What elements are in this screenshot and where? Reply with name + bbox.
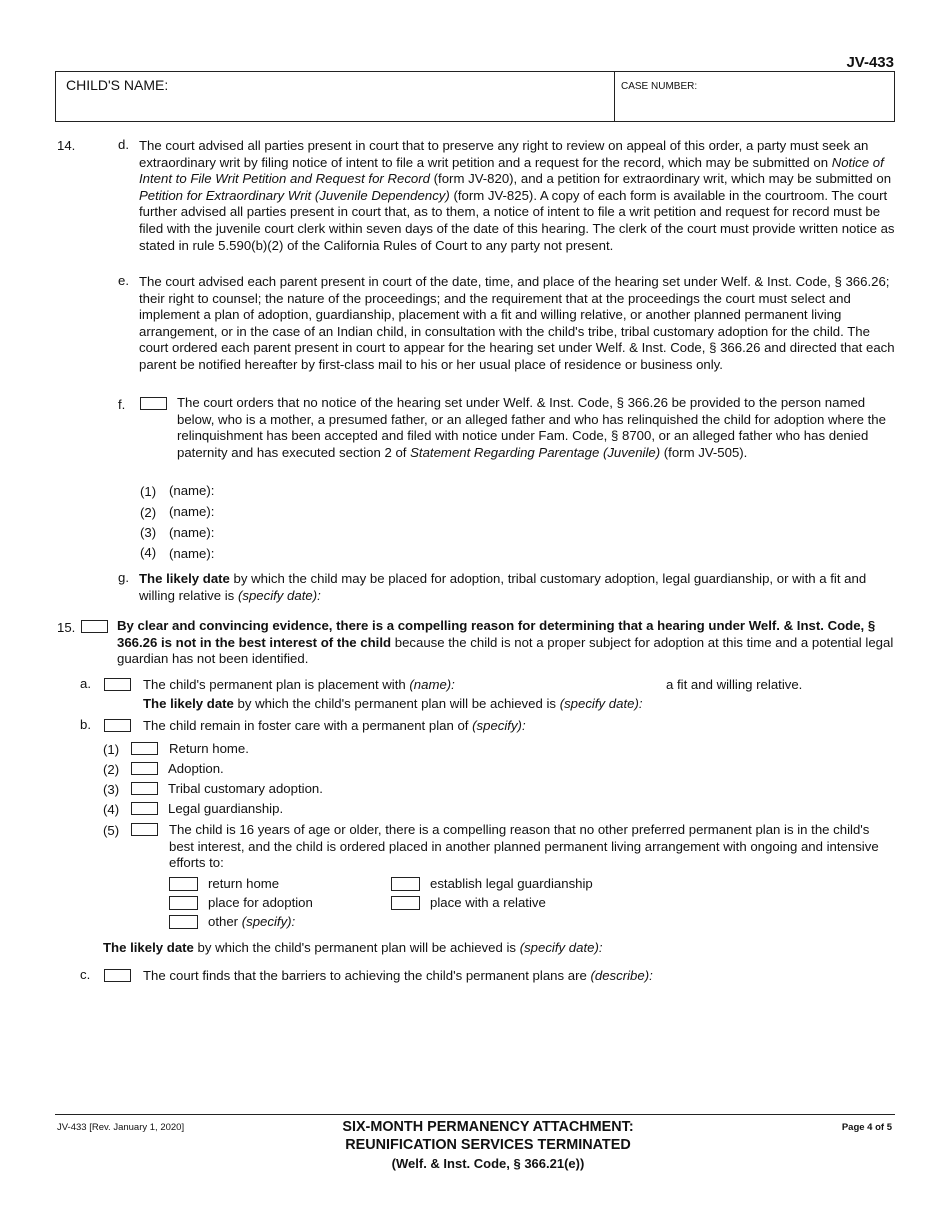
effort-return-home-label: return home [208, 876, 280, 891]
footer-page: Page 4 of 5 [841, 1122, 892, 1133]
item14e-letter: e. [118, 273, 129, 288]
item15a-text: The child's permanent plan is placement with (name): [143, 677, 455, 692]
effort-other-field[interactable] [310, 913, 610, 930]
child-name-label: CHILD'S NAME: [66, 77, 169, 93]
header-divider [614, 72, 615, 121]
item15b-opt5-checkbox[interactable] [131, 823, 158, 836]
effort-other-checkbox[interactable] [169, 915, 198, 929]
item14f-letter: f. [118, 397, 126, 412]
child-name-field[interactable] [186, 76, 606, 116]
item14f-name-3-field[interactable] [222, 524, 882, 541]
item15a-checkbox[interactable] [104, 678, 131, 691]
form-id: JV-433 [846, 54, 894, 71]
item14f-name-1-num: (1) [140, 484, 157, 499]
item15b-opt3-num: (3) [103, 782, 120, 797]
case-number-label: CASE NUMBER: [621, 81, 698, 92]
item15b-opt1-num: (1) [103, 742, 120, 757]
item15a-likely-date: The likely date by which the child's permanent plan will be achieved is (specify date): [143, 696, 643, 711]
effort-legal-guardianship-label: establish legal guardianship [430, 876, 593, 891]
item15b-opt4-checkbox[interactable] [131, 802, 158, 815]
item15a-name-field[interactable] [478, 675, 658, 692]
item15c-letter: c. [80, 967, 91, 982]
effort-place-adoption-label: place for adoption [208, 895, 313, 910]
effort-relative-checkbox[interactable] [391, 896, 420, 910]
item15a-relative-text: a fit and willing relative. [666, 677, 803, 692]
item15-checkbox[interactable] [81, 620, 108, 633]
item15b-opt5-num: (5) [103, 823, 120, 838]
effort-relative-label: place with a relative [430, 895, 546, 910]
item14f-name-1-field[interactable] [222, 482, 882, 499]
header-box [55, 71, 895, 122]
item14f-checkbox[interactable] [140, 397, 167, 410]
footer-rule [55, 1114, 895, 1115]
item14f-text: The court orders that no notice of the hearing set under Welf. & Inst. Code, § 366.26 be provided to the person named below, who is a mother, a presumed father, or an alleged father and who has relinquished the child for adoption where the relinquishment has been accepted and filed with notice under Fam. Code, § 8700, or an alleged father who has denied paternity and has executed section 2 of Statement Regarding Parentage (Juvenile) (form JV-505). [177, 395, 886, 460]
item15b-opt5-text: The child is 16 years of age or older, there is a compelling reason that no other preferred permanent plan is in the child's best interest, and the child is ordered placed in another planned permanent living arrangement with ongoing and intensive efforts to: [169, 822, 879, 871]
item15c-describe-field[interactable] [143, 988, 883, 1098]
item15b-text: The child remain in foster care with a permanent plan of (specify): [143, 718, 526, 733]
item15c-checkbox[interactable] [104, 969, 131, 982]
item15b-opt4-num: (4) [103, 802, 120, 817]
footer-title-2: REUNIFICATION SERVICES TERMINATED [345, 1137, 631, 1153]
item14-number: 14. [57, 138, 76, 153]
item15b-opt3-label: Tribal customary adoption. [168, 781, 323, 796]
item15a-letter: a. [80, 676, 91, 691]
effort-legal-guardianship-checkbox[interactable] [391, 877, 420, 891]
item14g-text: The likely date by which the child may be placed for adoption, tribal customary adoption, legal guardianship, or with a fit and willing relative is (specify date): [139, 571, 867, 603]
item15b-opt2-num: (2) [103, 762, 120, 777]
item14f-name-2-field[interactable] [222, 503, 882, 520]
item15b-opt1-label: Return home. [169, 741, 249, 756]
item15b-letter: b. [80, 717, 91, 732]
item14f-name-4-field[interactable] [222, 545, 882, 562]
item15c-text: The court finds that the barriers to achieving the child's permanent plans are (describe): [143, 968, 653, 983]
item15b-likely-date: The likely date by which the child's permanent plan will be achieved is (specify date): [103, 940, 603, 955]
effort-place-adoption-checkbox[interactable] [169, 896, 198, 910]
effort-return-home-checkbox[interactable] [169, 877, 198, 891]
item14d-letter: d. [118, 137, 129, 152]
item15-text: By clear and convincing evidence, there is a compelling reason for determining that a hearing under Welf. & Inst. Code, § 366.26 is not in the best interest of the child because the child is not a proper subject for adoption at this time and a potential legal guardian has not been identified. [117, 618, 894, 667]
item14f-name-4-label: (name): [169, 546, 215, 561]
item15b-checkbox[interactable] [104, 719, 131, 732]
item14f-name-2-num: (2) [140, 505, 157, 520]
item14f-name-4-num: (4) [140, 545, 157, 560]
item15b-opt2-label: Adoption. [168, 761, 224, 776]
item14f-name-3-num: (3) [140, 525, 157, 540]
item14d-text: The court advised all parties present in court that to preserve any right to review on appeal of this order, a party must seek an extraordinary writ by filing notice of intent to file a writ petition and a request for the record, which may be submitted on Notice of Intent to File Writ Petition and Request for Record (form JV-820), and a petition for extraordinary writ, which may be submitted on Petition for Extraordinary Writ (Juvenile Dependency) (form JV-825). A copy of each form is available in the courtroom. The court further advised all parties present in court that, as to them, a notice of intent to file a writ petition and request for record must be filed with the juvenile court clerk within seven days of the date of this hearing. The clerk of the court must provide written notice as stated in rule 5.590(b)(2) of the California Rules of Court to any party not present. [139, 138, 895, 253]
item15b-opt2-checkbox[interactable] [131, 762, 158, 775]
item15b-opt3-checkbox[interactable] [131, 782, 158, 795]
item14e-text: The court advised each parent present in court of the date, time, and place of the hearing set under Welf. & Inst. Code, § 366.26; their right to counsel; the nature of the proceedings; and the requirement that at the proceedings the court must select and implement a plan of adoption, guardianship, placement with a fit and willing relative, or another planned permanent living arrangement, or in the case of an Indian child, in consultation with the child's tribe, tribal customary adoption for the child. The court ordered each parent present in court to appear for the hearing set under Welf. & Inst. Code, § 366.26 and directed that each parent be notified hereafter by first-class mail to his or her usual place of residence or business only. [139, 274, 895, 372]
item14f-name-1-label: (name): [169, 483, 215, 498]
effort-other-label: other (specify): [208, 914, 296, 929]
item14f-name-2-label: (name): [169, 504, 215, 519]
footer-revision: JV-433 [Rev. January 1, 2020] [57, 1122, 185, 1133]
item15-number: 15. [57, 620, 76, 635]
case-number-field[interactable] [621, 92, 886, 116]
item14g-letter: g. [118, 570, 129, 585]
item15b-opt4-label: Legal guardianship. [168, 801, 284, 816]
footer-title-1: SIX-MONTH PERMANENCY ATTACHMENT: [342, 1119, 634, 1135]
item15b-opt1-checkbox[interactable] [131, 742, 158, 755]
item14f-name-3-label: (name): [169, 525, 215, 540]
footer-title-3: (Welf. & Inst. Code, § 366.21(e)) [391, 1156, 585, 1171]
